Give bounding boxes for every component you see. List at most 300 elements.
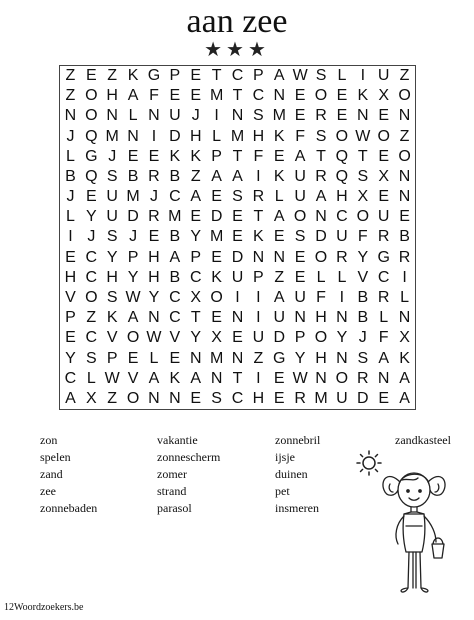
grid-letter: F [149, 87, 159, 105]
grid-letter: E [85, 188, 97, 206]
grid-letter: W [104, 369, 120, 387]
grid-letter: M [126, 188, 140, 206]
grid-letter: U [169, 107, 181, 125]
word-item: spelen [40, 450, 71, 464]
grid-letter: C [231, 389, 244, 407]
grid-letter: G [273, 349, 286, 367]
grid-letter: Y [190, 228, 202, 246]
grid-letter: N [127, 127, 139, 145]
grid-letter: N [315, 369, 327, 387]
grid-letter: H [106, 268, 118, 286]
grid-letter: B [357, 289, 369, 307]
grid-letter: K [253, 228, 264, 246]
grid-letter: R [377, 228, 390, 246]
grid-letter: L [400, 289, 409, 307]
grid-letter: E [65, 329, 76, 347]
grid-letter: W [355, 127, 371, 145]
grid-letter: N [231, 107, 244, 125]
grid-letter: J [87, 228, 96, 246]
word-item: ijsje [275, 450, 295, 464]
grid-letter: T [232, 87, 243, 105]
grid-letter: D [127, 208, 139, 226]
grid-letter: D [210, 208, 223, 226]
word-item: vakantie [157, 433, 198, 447]
grid-letter: K [399, 349, 410, 367]
grid-letter: J [108, 147, 117, 165]
grid-letter: I [402, 268, 407, 286]
grid-letter: J [358, 329, 367, 347]
grid-letter: D [315, 228, 327, 246]
word-item: zee [40, 484, 56, 498]
grid-letter: L [274, 188, 284, 206]
grid-letter: A [148, 369, 160, 387]
grid-letter: U [252, 329, 265, 347]
grid-letter: W [292, 369, 308, 387]
word-item: zonnebaden [40, 501, 98, 515]
grid-letter: J [191, 107, 200, 125]
grid-letter: E [294, 268, 306, 286]
grid-letter: E [127, 147, 139, 165]
grid-letter: H [252, 127, 265, 145]
grid-letter: K [273, 127, 285, 145]
grid-letter: O [398, 147, 411, 165]
word-item: zomer [157, 467, 187, 481]
grid-letter: O [377, 127, 390, 145]
grid-letter: A [399, 369, 410, 387]
grid-letter: I [256, 167, 261, 185]
grid-letter: N [231, 349, 244, 367]
word-column-4 [395, 432, 451, 449]
grid-letter: Y [294, 349, 306, 367]
grid-letter: R [148, 208, 160, 226]
grid-letter: I [68, 228, 73, 246]
grid-letter: I [360, 67, 366, 85]
grid-letter: E [273, 369, 285, 387]
grid-letter: D [357, 389, 369, 407]
grid-letter: T [253, 208, 264, 226]
grid-letter: N [315, 208, 327, 226]
grid-letter: E [232, 329, 243, 347]
grid-letter: N [294, 309, 306, 327]
grid-letter: C [85, 268, 98, 286]
grid-letter: U [377, 208, 390, 226]
grid-letter: O [85, 87, 98, 105]
grid-letter: O [293, 208, 307, 226]
grid-letter: I [256, 289, 261, 307]
grid-letter: K [127, 67, 139, 85]
grid-letter: A [399, 389, 410, 407]
grid-letter: C [85, 248, 98, 266]
grid-letter: N [398, 107, 411, 125]
grid-letter: B [127, 167, 139, 185]
grid-letter: E [190, 67, 202, 85]
grid-letter: N [64, 107, 77, 125]
grid-letter: N [148, 107, 160, 125]
grid-letter: Z [253, 349, 264, 367]
grid-letter: I [339, 289, 345, 307]
grid-letter: K [357, 87, 369, 105]
grid-letter: M [209, 228, 224, 246]
grid-letter: N [336, 349, 348, 367]
grid-letter: H [336, 188, 348, 206]
grid-letter: S [106, 289, 118, 307]
difficulty-stars: ★★★ [204, 39, 270, 61]
grid-letter: M [230, 127, 245, 145]
grid-letter: A [315, 188, 327, 206]
grid-letter: O [85, 289, 98, 307]
grid-letter: L [379, 309, 389, 327]
grid-letter: I [151, 127, 157, 145]
grid-letter: E [294, 107, 306, 125]
grid-letter: M [209, 87, 224, 105]
grid-letter: N [169, 389, 181, 407]
grid-letter: R [377, 289, 390, 307]
grid-letter: E [273, 389, 285, 407]
grid-letter: K [169, 369, 181, 387]
grid-letter: T [190, 309, 201, 327]
grid-letter: E [273, 228, 285, 246]
grid-letter: L [337, 268, 347, 286]
grid-letter: U [294, 289, 306, 307]
grid-letter: E [211, 309, 222, 327]
grid-letter: W [146, 329, 162, 347]
girl-illustration [378, 460, 458, 600]
grid-letter: R [294, 389, 306, 407]
grid-letter: C [85, 329, 98, 347]
grid-letter: E [294, 248, 306, 266]
grid-letter: N [398, 309, 411, 327]
grid-letter: E [127, 349, 139, 367]
grid-letter: A [190, 369, 202, 387]
grid-letter: J [66, 127, 75, 145]
grid-letter: U [106, 188, 118, 206]
grid-letter: Y [357, 248, 369, 266]
grid-letter: N [148, 389, 160, 407]
grid-letter: R [336, 248, 348, 266]
grid-letter: N [357, 107, 369, 125]
grid-letter: R [315, 107, 327, 125]
grid-letter: L [212, 127, 222, 145]
grid-letter: I [256, 369, 261, 387]
grid-letter: Y [148, 289, 160, 307]
grid-letter: H [106, 87, 118, 105]
grid-letter: M [272, 107, 286, 125]
grid-letter: N [398, 167, 411, 185]
grid-letter: C [64, 369, 77, 387]
grid-letter: X [357, 188, 369, 206]
grid-letter: M [168, 208, 182, 226]
grid-letter: T [357, 147, 368, 165]
grid-letter: M [314, 389, 328, 407]
grid-letter: Y [127, 268, 139, 286]
grid-letter: Q [85, 167, 98, 185]
grid-letter: L [65, 208, 75, 226]
grid-letter: I [235, 289, 240, 307]
grid-letter: D [169, 127, 181, 145]
grid-letter: X [399, 329, 410, 347]
grid-letter: C [169, 309, 181, 327]
grid-letter: U [294, 188, 306, 206]
grid-letter: R [398, 248, 411, 266]
grid-letter: E [378, 188, 389, 206]
grid-letter: N [273, 248, 286, 266]
word-item: parasol [157, 501, 192, 515]
grid-letter: J [149, 188, 158, 206]
word-item: duinen [275, 467, 308, 481]
grid-letter: Z [274, 268, 285, 286]
grid-letter: O [126, 329, 140, 347]
grid-letter: N [336, 309, 348, 327]
grid-letter: I [256, 309, 261, 327]
puzzle-title: aan zee [186, 3, 288, 40]
grid-letter: C [169, 188, 181, 206]
letter-grid [59, 65, 416, 410]
grid-letter: Z [399, 67, 410, 85]
grid-letter: A [190, 188, 202, 206]
grid-letter: B [357, 309, 369, 327]
grid-letter: E [378, 107, 389, 125]
grid-letter: E [148, 228, 160, 246]
grid-letter: S [315, 127, 327, 145]
grid-letter: O [335, 369, 349, 387]
grid-letter: C [252, 87, 265, 105]
grid-letter: F [316, 289, 326, 307]
grid-letter: Z [65, 87, 76, 105]
grid-letter: N [106, 107, 118, 125]
grid-letter: S [315, 67, 327, 85]
grid-letter: Q [335, 147, 349, 165]
grid-letter: S [211, 389, 222, 407]
grid-letter: L [149, 349, 159, 367]
grid-letter: H [148, 268, 160, 286]
grid-letter: Z [86, 309, 97, 327]
grid-letter: K [169, 147, 181, 165]
grid-letter: Q [85, 127, 98, 145]
grid-letter: C [377, 268, 390, 286]
grid-letter: L [316, 268, 326, 286]
grid-letter: G [85, 147, 98, 165]
grid-letter: U [231, 268, 244, 286]
grid-letter: E [378, 389, 389, 407]
grid-letter: F [378, 329, 389, 347]
grid-letter: E [190, 87, 202, 105]
word-item: zandkasteel [395, 433, 451, 447]
grid-letter: S [253, 107, 264, 125]
word-column-2 [157, 432, 220, 517]
grid-letter: A [232, 167, 243, 185]
word-item: insmeren [275, 501, 319, 515]
grid-letter: T [316, 147, 326, 165]
word-item: zonnebril [275, 433, 321, 447]
grid-letter: P [65, 309, 76, 327]
word-column-3 [275, 432, 320, 517]
grid-letter: N [231, 309, 244, 327]
grid-letter: G [147, 67, 161, 85]
grid-letter: H [315, 349, 327, 367]
grid-letter: X [211, 329, 222, 347]
grid-letter: G [377, 248, 390, 266]
grid-letter: R [252, 188, 265, 206]
grid-letter: E [148, 147, 160, 165]
word-item: zon [40, 433, 58, 447]
grid-letter: E [169, 349, 181, 367]
grid-letter: O [356, 208, 370, 226]
grid-letter: P [169, 67, 181, 85]
grid-letter: E [336, 107, 348, 125]
grid-letter: A [294, 147, 306, 165]
grid-letter: Z [399, 127, 410, 145]
grid-letter: Z [107, 389, 118, 407]
grid-letter: E [169, 87, 181, 105]
grid-letter: E [399, 208, 410, 226]
grid-letter: J [129, 228, 138, 246]
grid-letter: R [315, 167, 327, 185]
word-item: zonnescherm [157, 450, 221, 464]
grid-letter: T [232, 147, 243, 165]
grid-letter: P [127, 248, 139, 266]
grid-letter: N [148, 309, 160, 327]
grid-letter: X [378, 87, 389, 105]
grid-letter: F [357, 228, 368, 246]
grid-letter: U [336, 389, 348, 407]
grid-letter: K [106, 309, 118, 327]
word-column-1 [40, 432, 97, 517]
grid-letter: E [65, 248, 76, 266]
grid-letter: B [169, 228, 181, 246]
grid-letter: M [105, 127, 119, 145]
grid-letter: N [273, 87, 286, 105]
grid-letter: C [231, 67, 244, 85]
grid-letter: O [398, 87, 411, 105]
grid-letter: L [337, 67, 347, 85]
grid-letter: V [65, 289, 76, 307]
grid-letter: A [127, 87, 139, 105]
grid-letter: E [378, 147, 389, 165]
grid-letter: L [65, 147, 75, 165]
grid-letter: W [125, 289, 141, 307]
grid-letter: P [106, 349, 118, 367]
grid-letter: O [314, 87, 328, 105]
grid-letter: E [211, 188, 222, 206]
word-item: strand [157, 484, 187, 498]
grid-letter: S [357, 167, 369, 185]
grid-letter: N [377, 369, 390, 387]
grid-letter: S [106, 167, 118, 185]
grid-letter: Z [190, 167, 201, 185]
grid-letter: L [128, 107, 138, 125]
grid-letter: B [169, 167, 181, 185]
grid-letter: A [211, 167, 222, 185]
grid-letter: I [214, 107, 219, 125]
grid-letter: K [273, 167, 285, 185]
grid-letter: O [85, 107, 98, 125]
grid-letter: B [169, 268, 181, 286]
grid-letter: U [106, 208, 118, 226]
grid-letter: U [294, 167, 306, 185]
grid-letter: E [190, 208, 202, 226]
grid-letter: L [86, 369, 96, 387]
grid-letter: P [253, 67, 264, 85]
grid-letter: O [210, 289, 223, 307]
site-credit: 12Woordzoekers.be [4, 602, 84, 613]
grid-letter: V [357, 268, 369, 286]
grid-letter: P [190, 248, 202, 266]
grid-letter: M [209, 349, 224, 367]
grid-letter: Q [335, 167, 349, 185]
grid-letter: E [232, 228, 243, 246]
grid-letter: E [273, 147, 285, 165]
grid-letter: E [336, 87, 348, 105]
grid-letter: Y [106, 248, 118, 266]
grid-letter: C [336, 208, 348, 226]
grid-letter: E [85, 67, 97, 85]
grid-letter: Y [65, 349, 76, 367]
word-item: zand [40, 467, 63, 481]
grid-letter: P [253, 268, 264, 286]
grid-letter: O [314, 329, 328, 347]
grid-letter: A [65, 389, 76, 407]
grid-letter: F [295, 127, 306, 145]
grid-letter: C [189, 268, 202, 286]
grid-letter: T [211, 67, 222, 85]
grid-letter: J [66, 188, 75, 206]
grid-letter: U [377, 67, 390, 85]
grid-letter: V [106, 329, 118, 347]
grid-letter: U [336, 228, 348, 246]
grid-letter: S [85, 349, 97, 367]
grid-letter: N [252, 248, 265, 266]
grid-letter: P [294, 329, 306, 347]
grid-letter: A [169, 248, 181, 266]
grid-letter: H [252, 389, 265, 407]
grid-letter: A [378, 349, 389, 367]
grid-letter: A [273, 208, 285, 226]
grid-letter: O [126, 389, 140, 407]
grid-letter: A [273, 289, 285, 307]
grid-letter: E [294, 87, 306, 105]
grid-letter: O [335, 127, 349, 145]
grid-letter: K [211, 268, 222, 286]
grid-letter: A [273, 67, 285, 85]
grid-letter: N [210, 369, 223, 387]
grid-letter: Y [85, 208, 97, 226]
grid-letter: Y [190, 329, 202, 347]
grid-letter: O [314, 248, 328, 266]
grid-letter: X [85, 389, 97, 407]
grid-letter: H [189, 127, 202, 145]
grid-letter: K [190, 147, 202, 165]
grid-letter: V [169, 329, 181, 347]
grid-letter: F [253, 147, 264, 165]
grid-letter: H [64, 268, 77, 286]
grid-letter: B [399, 228, 410, 246]
grid-letter: X [378, 167, 389, 185]
grid-letter: A [127, 309, 139, 327]
grid-letter: H [315, 309, 327, 327]
grid-letter: S [106, 228, 118, 246]
grid-letter: B [65, 167, 76, 185]
grid-letter: S [357, 349, 369, 367]
grid-letter: P [211, 147, 222, 165]
grid-letter: N [398, 188, 411, 206]
grid-letter: D [231, 248, 244, 266]
grid-letter: V [127, 369, 139, 387]
word-item: pet [275, 484, 290, 498]
grid-letter: R [357, 369, 369, 387]
grid-letter: E [232, 208, 243, 226]
grid-letter: X [190, 289, 202, 307]
grid-letter: H [148, 248, 160, 266]
